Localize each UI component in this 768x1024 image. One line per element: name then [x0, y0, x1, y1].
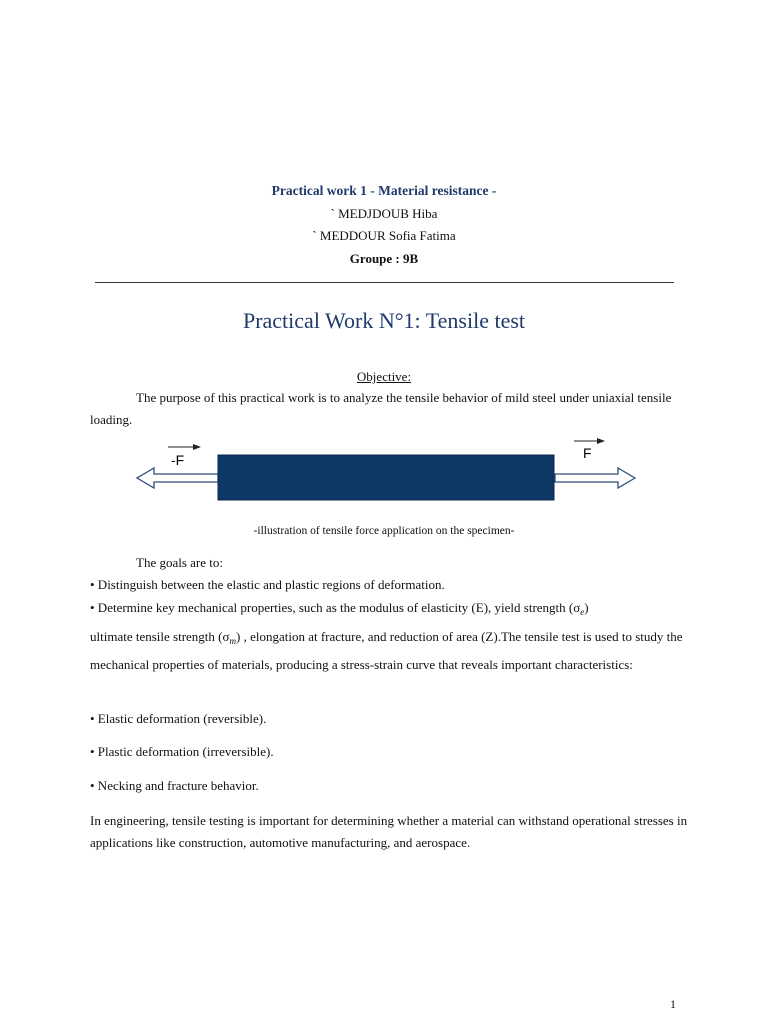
left-force-label: -F	[171, 452, 185, 468]
objective-text: The purpose of this practical work is to analyze the tensile behavior of mild steel under uniaxial tensile loading.	[90, 390, 672, 427]
goal-item-2-text: • Determine key mechanical properties, such as the modulus of elasticity (E), yield strength (σ	[90, 600, 581, 615]
bullet-necking: • Necking and fracture behavior.	[90, 778, 259, 793]
bullet-elastic: • Elastic deformation (reversible).	[90, 711, 267, 726]
bullet-plastic: • Plastic deformation (irreversible).	[90, 744, 274, 759]
group-label: Groupe : 9B	[349, 251, 419, 266]
header-divider	[95, 282, 674, 283]
page-number: 1	[670, 997, 676, 1011]
goals-intro: The goals are to:	[136, 555, 223, 570]
goal-item-2-rest: ) , elongation at fracture, and reduction of area (Z).The tensile test is used to study the mechanical properties of materials, producing a stress-strain curve that reveals important characteristics:	[90, 629, 683, 672]
goal-item-2-uts: ultimate tensile strength (σ	[90, 629, 230, 644]
right-force-arrow	[555, 468, 635, 488]
tensile-diagram	[130, 435, 645, 510]
author-2: ` MEDDOUR Sofia Fatima	[312, 228, 456, 243]
objective-heading: Objective:	[356, 369, 412, 384]
closing-paragraph: In engineering, tensile testing is important for determining whether a material can withstand operational stresses in applications like construction, automotive manufacturing, and aerospace.	[90, 813, 688, 850]
left-force-arrow	[137, 468, 218, 488]
uts-subscript: m	[229, 636, 237, 646]
figure-caption: -illustration of tensile force application on the specimen-	[253, 525, 515, 537]
goal-item-2-continued	[90, 625, 690, 677]
right-force-label: F	[583, 445, 592, 461]
specimen-bar	[218, 455, 554, 500]
tensile-diagram-svg	[130, 435, 645, 510]
goal-item-2-close: )	[584, 600, 589, 615]
goal-item-1: • Distinguish between the elastic and plastic regions of deformation.	[90, 577, 445, 592]
page-title: Practical Work N°1: Tensile test	[242, 308, 526, 333]
goal-item-2	[90, 597, 690, 623]
author-1: ` MEDJDOUB Hiba	[330, 206, 438, 221]
course-title: Practical work 1 - Material resistance -	[271, 183, 497, 198]
yield-subscript: e	[580, 607, 585, 617]
